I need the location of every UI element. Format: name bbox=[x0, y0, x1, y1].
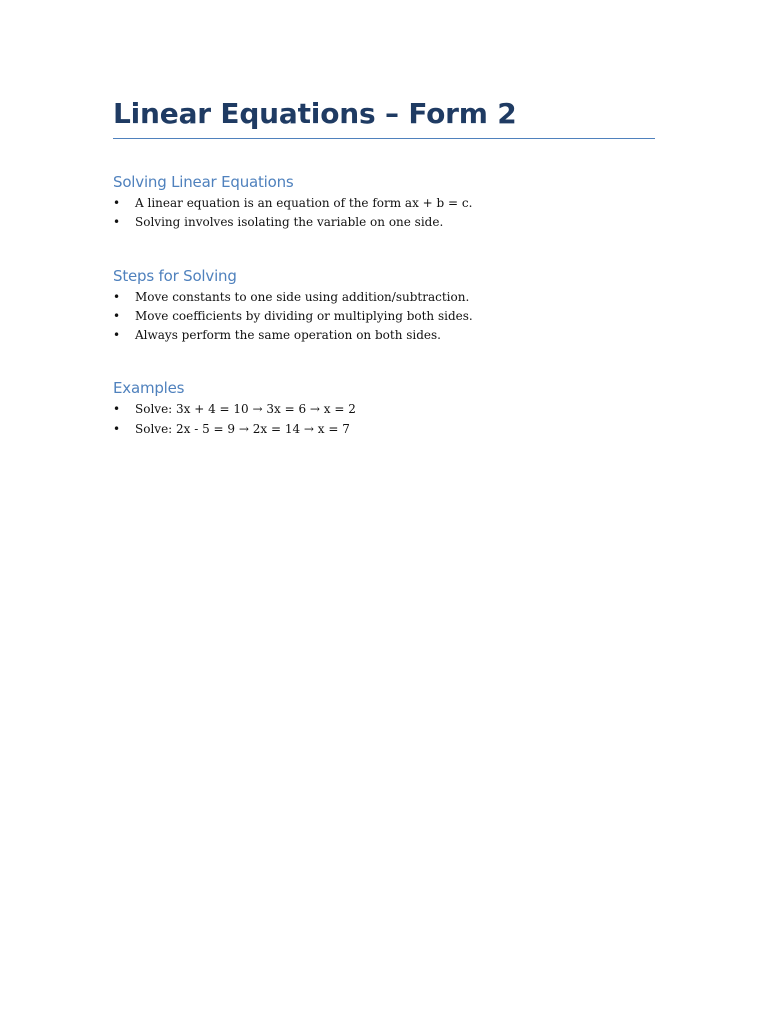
bullet-icon: • bbox=[113, 421, 121, 436]
list-item-text: Solve: 2x - 5 = 9 → 2x = 14 → x = 7 bbox=[135, 421, 350, 436]
bullet-icon: • bbox=[113, 402, 121, 417]
bullet-list bbox=[113, 194, 655, 233]
list-item-text: Solve: 3x + 4 = 10 → 3x = 6 → x = 2 bbox=[135, 402, 356, 417]
list-item-text: Move coefficients by dividing or multiplying both sides. bbox=[135, 308, 473, 323]
bullet-icon: • bbox=[113, 215, 121, 230]
list-item bbox=[113, 194, 655, 213]
bullet-list bbox=[113, 288, 655, 346]
document-title: Linear Equations – Form 2 bbox=[113, 97, 517, 130]
list-item bbox=[113, 420, 655, 439]
bullet-icon: • bbox=[113, 328, 121, 343]
bullet-icon: • bbox=[113, 196, 121, 210]
list-item bbox=[113, 288, 655, 307]
section-heading: Solving Linear Equations bbox=[113, 173, 294, 191]
list-item bbox=[113, 326, 655, 345]
list-item bbox=[113, 213, 655, 232]
list-item-text: A linear equation is an equation of the form ax + b = c. bbox=[135, 196, 473, 210]
bullet-icon: • bbox=[113, 289, 121, 304]
list-item bbox=[113, 307, 655, 326]
list-item-text: Always perform the same operation on both sides. bbox=[135, 328, 441, 343]
section-examples bbox=[113, 378, 655, 439]
title-underline-rule bbox=[113, 138, 655, 139]
document-page bbox=[113, 96, 655, 439]
list-item bbox=[113, 400, 655, 419]
bullet-list bbox=[113, 400, 655, 439]
section-heading: Steps for Solving bbox=[113, 266, 237, 285]
section-solving-linear-equations bbox=[113, 172, 655, 233]
list-item-text: Solving involves isolating the variable on one side. bbox=[135, 215, 444, 230]
section-steps-for-solving bbox=[113, 266, 655, 346]
list-item-text: Move constants to one side using addition/subtraction. bbox=[135, 289, 470, 304]
bullet-icon: • bbox=[113, 308, 121, 323]
section-heading: Examples bbox=[113, 379, 185, 398]
